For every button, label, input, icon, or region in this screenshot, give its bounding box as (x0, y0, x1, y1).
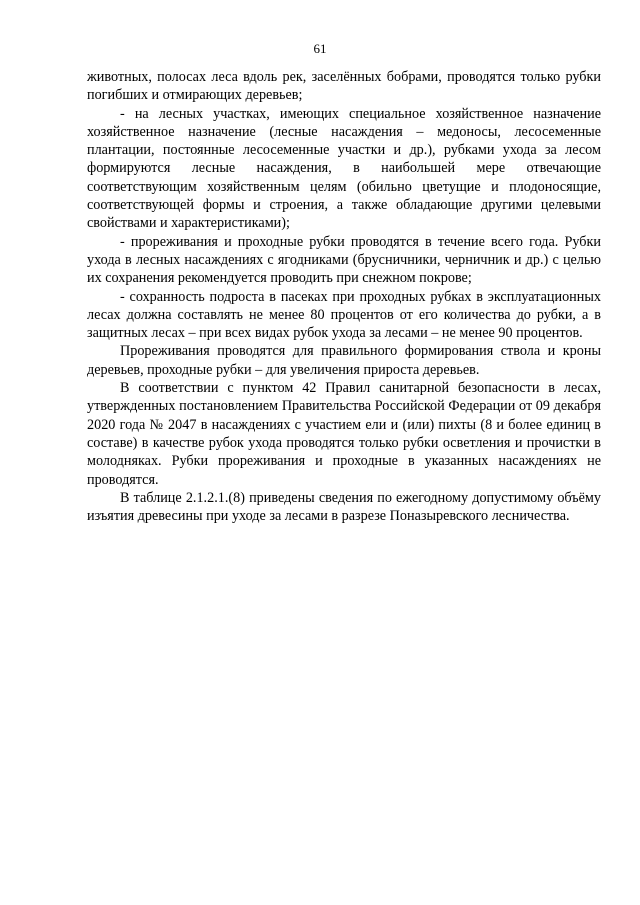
paragraph-2: - на лесных участках, имеющих специальное хозяйственное назначение хозяйственное назначение (лесные насаждения – медоносы, лесосеменные плантации, постоянные лесосеменные участки и др.), рубками ухода за лесом формируются лесные насаждения, в наибольшей мере отвечающие соответствующим хозяйственным целям (обильно цветущие и плодоносящие, соответствующей формы и строения, а также обладающие другими целевыми свойствами и характеристиками); (87, 105, 601, 232)
paragraph-5: Прореживания проводятся для правильного формирования ствола и кроны деревьев, проходные рубки – для увеличения прироста деревьев. (87, 343, 601, 378)
paragraph-6: В соответствии с пунктом 42 Правил санитарной безопасности в лесах, утвержденных постановлением Правительства Российской Федерации от 09 декабря 2020 года № 2047 в насаждениях с участием ели и (или) пихты (8 и более единиц в составе) в качестве рубок ухода проводятся только рубки осветления и прочистки в молодняках. Рубки прореживания и проходные в указанных насаждениях не проводятся. (87, 380, 601, 488)
page-number: 61 (313, 41, 327, 56)
paragraph-4: - сохранность подроста в пасеках при проходных рубках в эксплуатационных лесах должна составлять не менее 80 процентов от его количества до рубки, а в защитных лесах – при всех видах рубок ухода за лесами – не менее 90 процентов. (87, 288, 601, 342)
paragraph-1: животных, полосах леса вдоль рек, заселённых бобрами, проводятся только рубки погибших и отмирающих деревьев; (87, 69, 601, 104)
document-body (87, 68, 601, 525)
paragraph-3: - прореживания и проходные рубки проводятся в течение всего года. Рубки ухода в лесных насаждениях с ягодниками (брусничники, черничник и др.) с целью их сохранения рекомендуется проводить при снежном покрове; (87, 233, 601, 287)
paragraph-7: В таблице 2.1.2.1.(8) приведены сведения по ежегодному допустимому объёму изъятия древесины при уходе за лесами в разрезе Поназыревского лесничества. (87, 489, 601, 525)
